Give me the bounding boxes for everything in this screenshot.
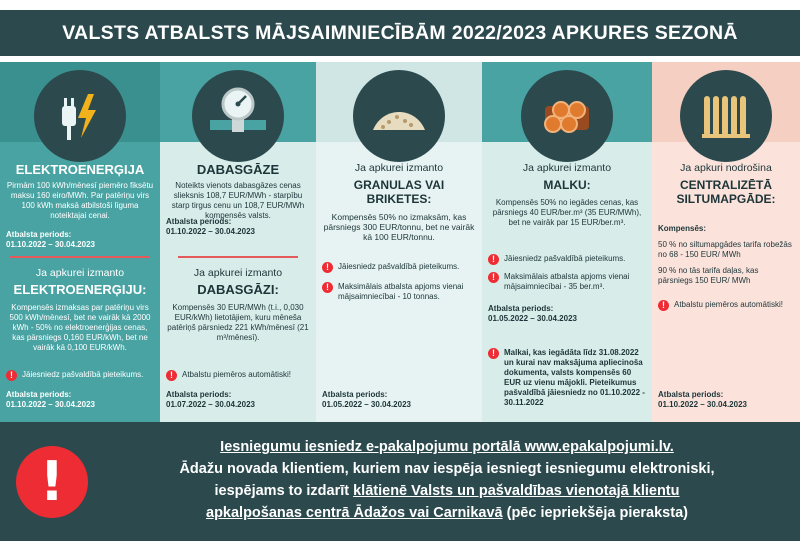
exclamation-icon: ! [16,446,88,518]
lead-gas: Ja apkurei izmanto [193,267,283,279]
plug-lightning-icon [34,70,126,162]
text-electricity-heating: Kompensēs izmaksas par patēriņu virs 500 kWh/mēnesī, bet ne vairāk kā 2000 kWh - 50% no elektroenerģijas cenas, kas pārsniegs 0,160 EUR/kWh, bet ne vairāk kā 0,100 EUR/kWh. [9,303,151,352]
warning-icon: ! [658,300,669,311]
firewood-logs-icon [521,70,613,162]
heading-central: CENTRALIZĒTĀ SILTUMAPGĀDE: [676,178,776,206]
footer-line-3: iespējams to izdarīt klātienē Valsts un pašvaldības vienotajā klientu [214,483,680,499]
warning-note: ! Malkai, kas iegādāta līdz 31.08.2022 un kurai nav maksājuma apliecinoša dokumenta, valsts kompensēs 60 EUR uz vienu mājokli. Pieteikumus pašvaldībā jāiesniedz no 01.10.2022 - 30.11.2022 [488,348,646,408]
warning-application: ! Jāiesniedz pašvaldībā pieteikums. [488,254,646,265]
warning-icon: ! [322,262,333,273]
page-title: VALSTS ATBALSTS MĀJSAIMNIECĪBĀM 2022/2023 APKURES SEZONĀ [62,21,738,44]
text-electricity: Pirmām 100 kWh/mēnesī piemēro fiksētu maksu 160 eiro/MWh. Par patēriņu virs 100 kWh maksā atbilstoši līguma noteiktajai cenai. [6,181,154,220]
period-value: 01.07.2022 – 30.04.2023 [166,400,255,409]
column-firewood [482,62,652,422]
period-label: Atbalsta periods: [166,390,232,399]
divider [178,256,298,258]
period-label: Atbalsta periods: [166,217,232,226]
column-pellets [316,62,482,422]
warning-icon: ! [166,370,177,381]
title-bar [0,0,800,62]
heading-firewood: MALKU: [543,178,591,192]
period-value: 01.10.2022 – 30.04.2023 [6,240,95,249]
title-band [0,10,800,56]
divider [10,256,150,258]
period-label: Atbalsta periods: [6,230,72,239]
period-label: Atbalsta periods: [488,304,554,313]
period-label: Atbalsta periods: [6,390,72,399]
footer-line-2: Ādažu novada klientiem, kuriem nav iespēja iesniegt iesniegumu elektroniski, [179,461,715,477]
footer-line-portal: Iesniegumu iesniedz e-pakalpojumu portālā www.epakalpojumi.lv. [220,439,674,455]
period-value: 01.05.2022 – 30.04.2023 [488,314,577,323]
period-label: Atbalsta periods: [322,390,388,399]
column-central-heating [652,62,800,422]
radiator-icon [680,70,772,162]
warning-icon: ! [6,370,17,381]
warning-icon: ! [488,348,499,359]
heading-pellets: GRANULAS VAI BRIKETES: [353,178,445,206]
warning-icon: ! [488,254,499,265]
period-value: 01.10.2022 – 30.04.2023 [6,400,95,409]
column-electricity [0,62,160,422]
heading-electricity: ELEKTROENERĢIJA [15,162,145,177]
heading-gas: DABASGĀZE [196,162,280,177]
text-pellets: Kompensēs 50% no izmaksām, kas pārsniegs 300 EUR/tonnu, bet ne vairāk kā 100 EUR/tonnu. [323,212,475,242]
text-gas: Noteikts vienots dabasgāzes cenas slieksnis 108,7 EUR/MWh - starpību starp tirgus cenu un 108,7 EUR/MWh kompensēs valsts. [171,181,305,220]
lead-firewood: Ja apkurei izmanto [522,162,612,174]
period-value: 01.05.2022 – 30.04.2023 [322,400,411,409]
warning-max-amount: ! Maksimālais atbalsta apjoms vienai mājsaimniecībai - 10 tonnas. [322,282,476,302]
text-firewood: Kompensēs 50% no iegādes cenas, kas pārsniegs 40 EUR/ber.m³ (35 EUR/MWh), bet ne vairāk par 15 EUR/ber.m³. [492,198,642,227]
subheading-compensation: Kompensēs: [658,224,707,233]
lead-central: Ja apkuri nodrošina [680,162,772,174]
warning-application: ! Jāiesniedz pašvaldībā pieteikums. [322,262,476,273]
footer-text [102,436,792,524]
warning-icon: ! [488,272,499,283]
warning-max-amount: ! Maksimālais atbalsta apjoms vienai mājsaimniecībai - 35 ber.m³. [488,272,646,292]
text-central-2: 90 % no tās tarifa daļas, kas pārsniegs 150 EUR/ MWh [658,266,759,285]
text-central-1: 50 % no siltumapgādes tarifa robežās no 68 - 150 EUR/ MWh [658,240,792,259]
warning-application: ! Jāiesniedz pašvaldībā pieteikums. [6,370,154,381]
warning-icon: ! [322,282,333,293]
gas-meter-icon [192,70,284,162]
period-label: Atbalsta periods: [658,390,724,399]
footer-notice [0,422,800,541]
lead-pellets: Ja apkurei izmanto [354,162,444,174]
text-gas-heating: Kompensēs 30 EUR/MWh (t.i., 0,030 EUR/kWh) lietotājiem, kuru mēneša patēriņš pārsniedz 221 kWh/mēnesī (21 m³/mēnesī). [167,303,309,342]
warning-automatic: ! Atbalstu piemēros automātiski! [166,370,310,381]
column-gas [160,62,316,422]
heading-gas-heating: DABASGĀZI: [197,282,279,297]
footer-line-4: apkalpošanas centrā Ādažos vai Carnikavā (pēc iepriekšēja pieraksta) [206,505,688,521]
heading-electricity-heating: ELEKTROENERĢIJU: [13,282,147,297]
period-value: 01.10.2022 – 30.04.2023 [166,227,255,236]
warning-automatic: ! Atbalstu piemēros automātiski! [658,300,794,311]
pellets-pile-icon [353,70,445,162]
lead-electricity: Ja apkurei izmanto [35,267,125,279]
period-value: 01.10.2022 – 30.04.2023 [658,400,747,409]
